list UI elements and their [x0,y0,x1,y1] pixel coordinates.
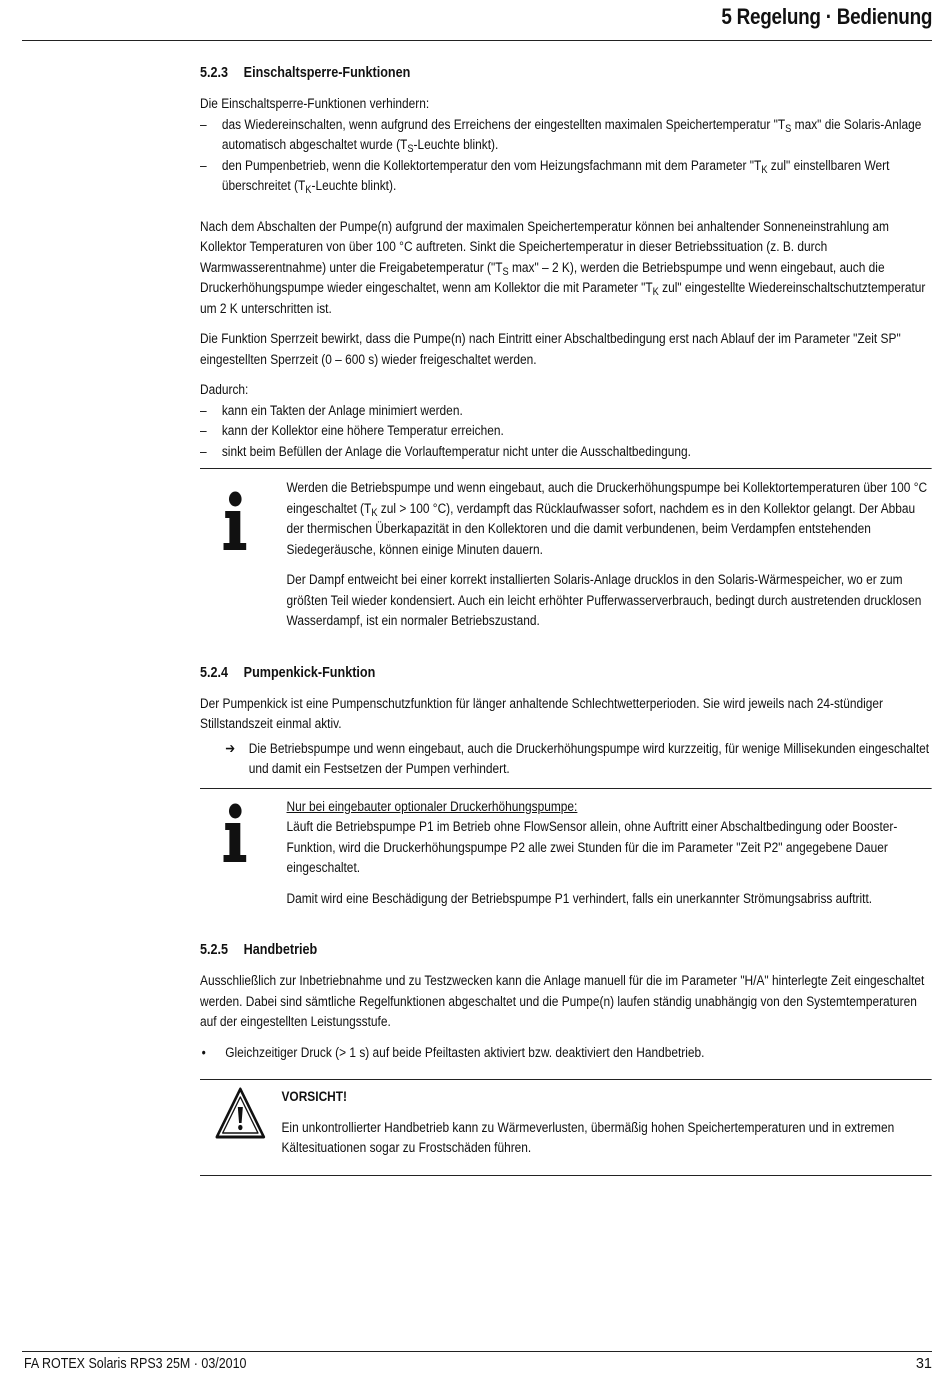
section-number: 5.2.5 [200,941,229,958]
list-item: – den Pumpenbetrieb, wenn die Kollektortemperatur den vom Heizungsfachmann mit dem Parameter "$T_K$ zul" einstellbaren Wert überschreitet ($T_K$-Leuchte blinkt). [200,156,932,197]
info-note-booster [200,788,932,918]
arrow-icon: ➔ [225,740,236,757]
section-title: Handbetrieb [243,941,318,958]
paragraph-pump-kick: Der Pumpenkick ist eine Pumpenschutzfunktion für länger anhaltende Schlechtwetterperioden. Sie wird jeweils nach 24-stündiger Stillstandszeit einmal aktiv. [200,695,883,732]
note-text: Werden die Betriebspumpe und wenn eingebaut, auch die Druckerhöhungspumpe bei Kollektortemperaturen über 100 °C eingeschaltet ($T_K$ zul > 100 °C), verdampft das Rücklaufwasser sofort, nachdem es in den Kollektor gelangt. Der Abbau der thermischen Überkapazität in den Kollektoren und die damit verbundenen, beim Verdampfen entstehenden Siedegeräusche, können einige Minuten dauern. [286,480,928,558]
paragraph-restart: Nach dem Abschalten der Pumpe(n) aufgrund der maximalen Speichertemperatur können bei anhaltender Sonneneinstrahlung am Kollektor Temperaturen von über 100 °C auftreten. Sinkt die Speichertemperatur in dieser Betriebssituation (z. B. durch Warmwasserentnahme) unter die Freigabetemperatur ("$T_S$ max" – 2 K), werden die Betriebspumpe und wenn eingebaut, auch die Druckerhöhungspumpe wieder eingeschaltet, wenn am Kollektor die mit Parameter "$T_K$ zul" eingestellte Wiedereinschaltschutztemperatur um 2 K unterschritten ist. [200,218,926,317]
info-icon [218,491,252,551]
footer-doc-ref: FA ROTEX Solaris RPS3 25M · 03/2010 [24,1356,247,1372]
section-heading-5-2-4 [200,662,932,684]
footer-rule [22,1351,932,1352]
caution-title: VORSICHT! [281,1089,348,1105]
narrow-text-column [200,62,932,1176]
note-heading: Nur bei eingebauter optionaler Druckerhöhungspumpe: [286,798,578,815]
header-rule [22,40,932,41]
list-item: – sinkt beim Befüllen der Anlage die Vorlauftemperatur nicht unter die Ausschaltbedingung. [200,442,932,463]
info-note-steam [200,468,932,640]
lock-conditions-list [200,115,932,197]
chapter-header: 5 Regelung · Bedienung [721,4,932,29]
action-text: Die Betriebspumpe und wenn eingebaut, auch die Druckerhöhungspumpe wird kurzzeitig, für wenige Millisekunden eingeschaltet und damit ein Festsetzen der Pumpen verhindert. [248,740,930,777]
bullet-text: Gleichzeitiger Druck (> 1 s) auf beide Pfeiltasten aktiviert bzw. deaktiviert den Handbetrieb. [225,1044,705,1061]
caution-box [200,1079,932,1176]
section-number: 5.2.3 [200,64,229,81]
paragraph-lock-time: Die Funktion Sperrzeit bewirkt, dass die Pumpe(n) nach Eintritt einer Abschaltbedingung erst nach Ablauf der im Parameter "Zeit SP" eingestellten Sperrzeit (0 – 600 s) wieder freigeschaltet werden. [200,331,901,368]
action-item [200,739,932,780]
section-heading-5-2-5 [200,939,932,961]
warning-triangle-icon [215,1087,265,1139]
main-content [200,62,932,1176]
bullet-item [200,1043,932,1064]
section-title: Pumpenkick-Funktion [243,663,376,681]
page-number: 31 [915,1356,932,1372]
section-title: Einschaltsperre-Funktionen [243,64,411,81]
effects-intro: Dadurch: [200,382,249,398]
intro-text: Die Einschaltsperre-Funktionen verhindern: [200,96,430,112]
paragraph-manual-mode: Ausschließlich zur Inbetriebnahme und zu Testzwecken kann die Anlage manuell für die im Parameter "H/A" hinterlegte Zeit eingeschaltet werden. Dabei sind sämtliche Regelfunktionen abgeschaltet und die Pumpe(n) laufen ständig unabhängig von den Systemtemperaturen auf der eingestellten Leistungsstufe. [200,973,925,1030]
section-heading-5-2-3 [200,62,932,84]
info-icon [218,803,252,863]
note-text: Damit wird eine Beschädigung der Betriebspumpe P1 verhindert, falls ein unerkannter Strömungsabriss auftritt. [286,890,873,907]
list-item: – das Wiedereinschalten, wenn aufgrund des Erreichens der eingestellten maximalen Speichertemperatur "$T_S$ max" die Solaris-Anlage automatisch abgeschaltet wurde ($T_S$-Leuchte blinkt). [200,115,932,156]
note-text: Läuft die Betriebspumpe P1 im Betrieb ohne FlowSensor allein, ohne Auftritt einer Abschaltbedingung oder Booster-Funktion, wird die Druckerhöhungspumpe P2 alle zwei Stunden für die im Parameter "Zeit P2" angegebene Dauer eingeschaltet. [286,819,898,876]
section-number: 5.2.4 [200,663,229,681]
note-text: Der Dampf entweicht bei einer korrekt installierten Solaris-Anlage drucklos in den Solaris-Wärmespeicher, wo er zum größten Teil wieder kondensiert. Auch ein leicht erhöhter Pufferwasserverbrauch, bedingt durch austretenden drucklosen Wasserdampf, ist ein normaler Betriebszustand. [286,572,922,629]
bullet-icon: • [201,1044,206,1061]
caution-text: Ein unkontrollierter Handbetrieb kann zu Wärmeverlusten, übermäßig hohen Speichertemperaturen und in extremen Kältesituationen sogar zu Frostschäden führen. [281,1119,895,1156]
list-item: – kann der Kollektor eine höhere Temperatur erreichen. [200,421,932,442]
effects-list [200,401,932,463]
list-item: – kann ein Takten der Anlage minimiert werden. [200,401,932,422]
